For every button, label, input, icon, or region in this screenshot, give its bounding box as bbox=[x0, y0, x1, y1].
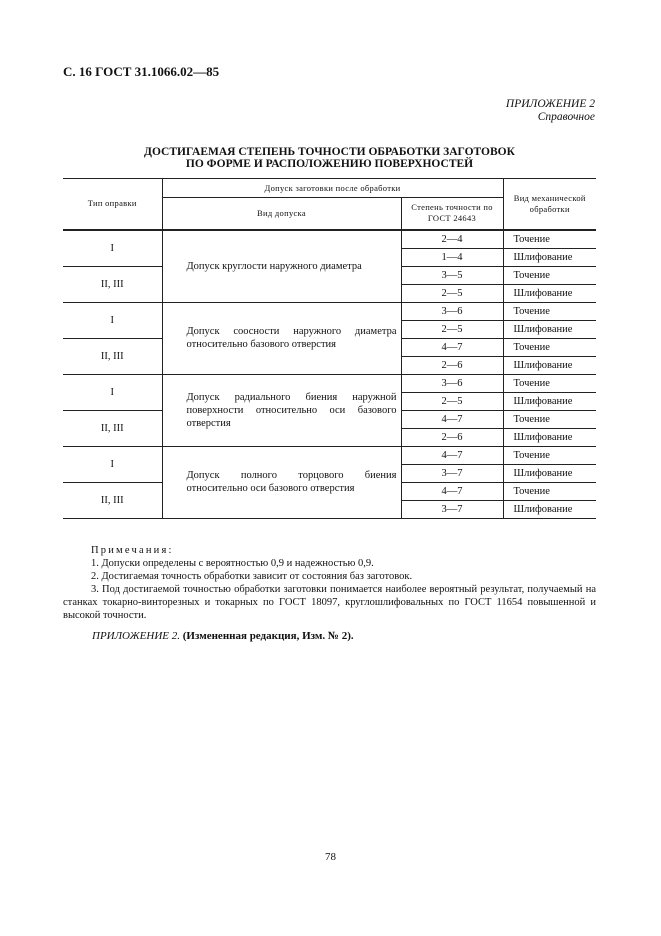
page-number: 78 bbox=[325, 851, 336, 863]
cell-machining-type: Точение bbox=[503, 302, 596, 320]
page-header: С. 16 ГОСТ 31.1066.02—85 bbox=[63, 64, 220, 79]
cell-accuracy-degree: 3—6 bbox=[401, 374, 503, 392]
cell-mandrel-type: II, III bbox=[63, 410, 162, 446]
cell-machining-type: Точение bbox=[503, 230, 596, 249]
cell-machining-type: Точение bbox=[503, 338, 596, 356]
cell-accuracy-degree: 1—4 bbox=[401, 248, 503, 266]
cell-mandrel-type: I bbox=[63, 302, 162, 338]
cell-accuracy-degree: 3—7 bbox=[401, 500, 503, 518]
appendix-label bbox=[506, 98, 595, 124]
cell-machining-type: Точение bbox=[503, 374, 596, 392]
cell-tolerance-kind: Допуск радиального биения наружной поверхности относительно оси базового отверстия bbox=[162, 374, 401, 446]
cell-accuracy-degree: 3—6 bbox=[401, 302, 503, 320]
cell-machining-type: Шлифование bbox=[503, 320, 596, 338]
edit-note-ref: ПРИЛОЖЕНИЕ 2. bbox=[92, 630, 180, 642]
cell-mandrel-type: I bbox=[63, 446, 162, 482]
cell-accuracy-degree: 3—5 bbox=[401, 266, 503, 284]
edit-note-text: (Измененная редакция, Изм. № 2). bbox=[182, 630, 354, 642]
notes-title: Примечания: bbox=[91, 545, 174, 556]
notes bbox=[63, 544, 596, 622]
header-tolerance-kind: Вид допуска bbox=[162, 198, 401, 230]
table-title bbox=[63, 146, 596, 170]
cell-accuracy-degree: 4—7 bbox=[401, 482, 503, 500]
header-type: Тип оправки bbox=[63, 179, 162, 230]
edit-note bbox=[92, 630, 354, 642]
cell-tolerance-kind: Допуск полного торцового биения относительно оси базового отверстия bbox=[162, 446, 401, 518]
cell-accuracy-degree: 2—6 bbox=[401, 356, 503, 374]
cell-accuracy-degree: 2—5 bbox=[401, 284, 503, 302]
table-title-line-2: ПО ФОРМЕ И РАСПОЛОЖЕНИЮ ПОВЕРХНОСТЕЙ bbox=[185, 158, 474, 170]
cell-accuracy-degree: 4—7 bbox=[401, 446, 503, 464]
cell-machining-type: Точение bbox=[503, 266, 596, 284]
note-item-3: 3. Под достигаемой точностью обработки заготовки понимается наиболее вероятный результат, получаемый на станках токарно-винторезных и токарных по ГОСТ 18097, круглошлифовальных по ГОСТ 11654 повышенной и высокой точности. bbox=[63, 584, 596, 621]
cell-machining-type: Шлифование bbox=[503, 464, 596, 482]
tolerance-table bbox=[63, 178, 596, 519]
cell-accuracy-degree: 2—6 bbox=[401, 428, 503, 446]
table-row bbox=[63, 446, 596, 464]
note-item-2: 2. Достигаемая точность обработки зависит от состояния баз заготовок. bbox=[91, 571, 413, 582]
table-row bbox=[63, 374, 596, 392]
cell-mandrel-type: II, III bbox=[63, 338, 162, 374]
appendix-kind: Справочное bbox=[537, 111, 595, 123]
header-degree: Степень точности по ГОСТ 24643 bbox=[401, 198, 503, 230]
cell-accuracy-degree: 2—4 bbox=[401, 230, 503, 249]
cell-machining-type: Шлифование bbox=[503, 248, 596, 266]
cell-machining-type: Шлифование bbox=[503, 392, 596, 410]
table-row bbox=[63, 230, 596, 249]
cell-machining-type: Точение bbox=[503, 410, 596, 428]
note-item-1: 1. Допуски определены с вероятностью 0,9 и надежностью 0,9. bbox=[91, 558, 374, 569]
cell-accuracy-degree: 2—5 bbox=[401, 392, 503, 410]
cell-tolerance-kind: Допуск круглости наружного диаметра bbox=[162, 230, 401, 303]
header-machining: Вид механической обработки bbox=[503, 179, 596, 230]
appendix-number: ПРИЛОЖЕНИЕ 2 bbox=[505, 98, 595, 110]
cell-machining-type: Шлифование bbox=[503, 356, 596, 374]
table-body bbox=[63, 230, 596, 519]
cell-accuracy-degree: 4—7 bbox=[401, 410, 503, 428]
cell-accuracy-degree: 2—5 bbox=[401, 320, 503, 338]
cell-accuracy-degree: 3—7 bbox=[401, 464, 503, 482]
cell-mandrel-type: I bbox=[63, 230, 162, 267]
cell-machining-type: Шлифование bbox=[503, 500, 596, 518]
cell-tolerance-kind: Допуск соосности наружного диаметра относительно базового отверстия bbox=[162, 302, 401, 374]
cell-machining-type: Точение bbox=[503, 446, 596, 464]
cell-accuracy-degree: 4—7 bbox=[401, 338, 503, 356]
cell-mandrel-type: II, III bbox=[63, 266, 162, 302]
table-row bbox=[63, 302, 596, 320]
cell-machining-type: Шлифование bbox=[503, 428, 596, 446]
table-title-line-1: ДОСТИГАЕМАЯ СТЕПЕНЬ ТОЧНОСТИ ОБРАБОТКИ ЗАГОТОВОК bbox=[144, 146, 515, 158]
cell-mandrel-type: II, III bbox=[63, 482, 162, 518]
cell-machining-type: Шлифование bbox=[503, 284, 596, 302]
cell-machining-type: Точение bbox=[503, 482, 596, 500]
cell-mandrel-type: I bbox=[63, 374, 162, 410]
header-group: Допуск заготовки после обработки bbox=[162, 179, 503, 198]
